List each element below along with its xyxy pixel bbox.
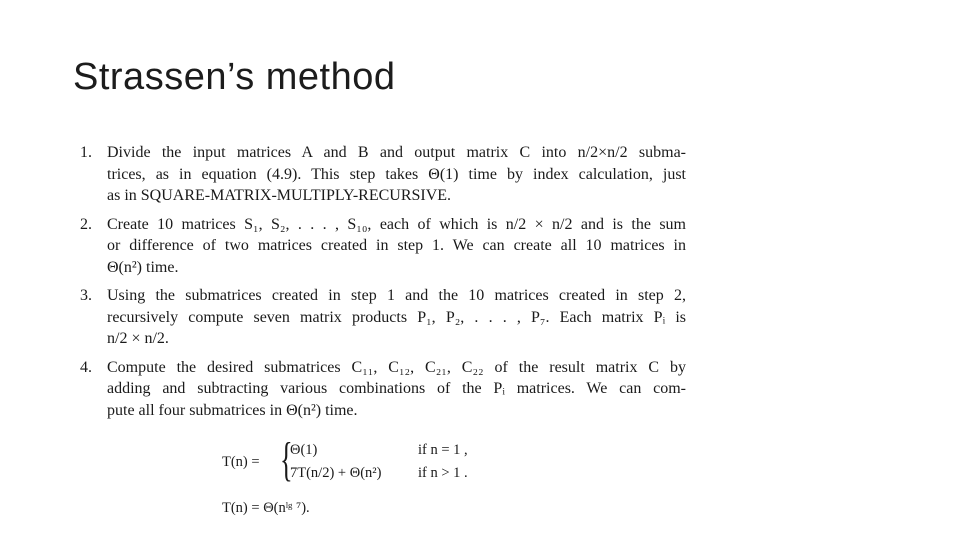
step-line: trices, as in equation (4.9). This step takes Θ(1) time by index calculation, just: [107, 165, 686, 183]
step-text: [107, 285, 686, 350]
step-line: as in SQUARE-MATRIX-MULTIPLY-RECURSIVE.: [107, 187, 452, 204]
step-1: [80, 142, 686, 207]
case-1-condition: if n = 1 ,: [418, 442, 468, 458]
step-line: Divide the input matrices A and B and output matrix C into n/2×n/2 subma-: [107, 144, 686, 161]
step-number: 4.: [80, 358, 92, 376]
step-line: n/2 × n/2.: [107, 330, 169, 347]
solution-equation: T(n) = Θ(nˡᵍ ⁷).: [222, 500, 310, 516]
step-number: 3.: [80, 287, 92, 304]
brace-symbol: {: [280, 433, 293, 486]
case-2-value: 7T(n/2) + Θ(n²): [290, 465, 382, 481]
slide-title: Strassen’s method: [73, 56, 396, 98]
step-4: [80, 357, 686, 422]
step-text: [107, 214, 686, 279]
step-number: 2.: [80, 215, 92, 233]
case-1-value: Θ(1): [290, 442, 318, 458]
step-line: Compute the desired submatrices C₁₁, C₁₂, C₂₁, C₂₂ of the result matrix C by: [107, 358, 686, 376]
step-2: [80, 214, 686, 279]
step-line: adding and subtracting various combinations of the Pᵢ matrices. We can com-: [107, 380, 686, 397]
step-text: [107, 357, 686, 422]
step-line: recursively compute seven matrix products P₁, P₂, . . . , P₇. Each matrix Pᵢ is: [107, 308, 686, 326]
step-text: [107, 142, 686, 207]
textbook-excerpt: [80, 142, 686, 428]
step-line: Using the submatrices created in step 1 and the 10 matrices created in step 2,: [107, 287, 686, 304]
case-2-condition: if n > 1 .: [418, 465, 468, 481]
step-line: Θ(n²) time.: [107, 258, 179, 276]
step-line: or difference of two matrices created in step 1. We can create all 10 matrices in: [107, 237, 686, 254]
step-number: 1.: [80, 144, 92, 161]
step-line: Create 10 matrices S₁, S₂, . . . , S₁₀, each of which is n/2 × n/2 and is the sum: [107, 215, 686, 233]
recurrence-lhs: T(n) =: [222, 454, 260, 470]
recurrence-equation: [222, 433, 492, 488]
step-3: [80, 285, 686, 350]
step-line: pute all four submatrices in Θ(n²) time.: [107, 401, 358, 419]
